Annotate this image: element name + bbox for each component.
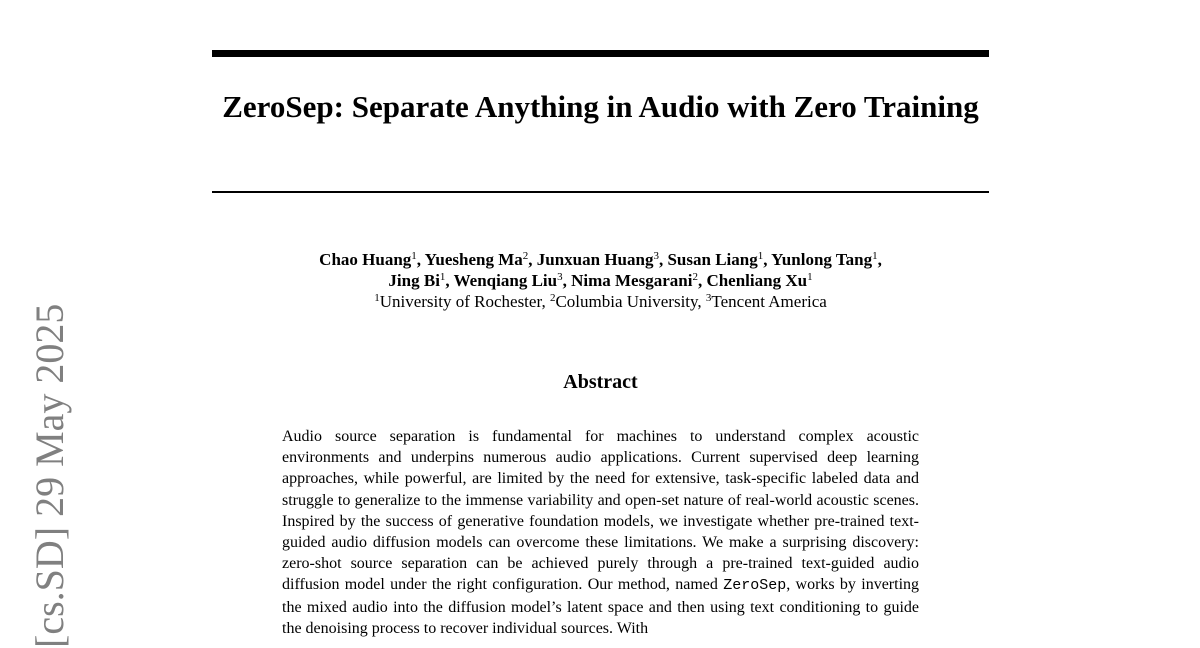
author-name: Chao Huang — [319, 250, 412, 269]
author-name: Yuesheng Ma — [424, 250, 523, 269]
affiliation-list: $^1$University of Rochester, $^2$Columbia University, $^3$Tencent America — [374, 292, 827, 311]
affiliation-name: Tencent America — [711, 292, 827, 311]
author-affil-mark: 2 — [522, 250, 529, 262]
affiliation-name: University of Rochester — [379, 292, 542, 311]
author-name: Nima Mesgarani — [571, 271, 693, 290]
paper-title: ZeroSep: Separate Anything in Audio with Zero Training — [222, 89, 979, 124]
author-affil-mark: 1 — [439, 271, 446, 283]
author-affil-mark: 1 — [411, 250, 417, 262]
author-name: Jing Bi — [388, 271, 440, 290]
arxiv-stamp: [cs.SD] 29 May 2025 — [27, 303, 72, 648]
abstract-heading: Abstract — [563, 371, 638, 393]
author-name: Chenliang Xu — [706, 271, 808, 290]
author-affil-mark: 1 — [757, 250, 764, 262]
affiliation-number: 1 — [374, 292, 380, 304]
title-bottom-rule — [212, 191, 989, 193]
abstract-text-part: Audio source separation is fundamental for machines to understand complex acoustic environments and underpins numerous audio applications. Current supervised deep learning approaches, while powerful, are limited by the need for extensive, task-specific labeled data and struggle to generalize to the immense variability and open-set nature of real-world acoustic scenes. Inspired by the success of generative foundation models, we investigate whether pre-trained text-guided audio diffusion models can overcome these limitations. We make a surprising discovery: zero-shot source separation can be achieved purely through a pre-trained text-guided audio diffusion model under the right configuration. Our method, named — [282, 428, 919, 594]
author-name: Susan Liang — [667, 250, 758, 269]
affiliation-number: 3 — [705, 292, 712, 304]
author-list: Chao Huang$^1$, Yuesheng Ma$^2$, Junxuan Huang$^3$, Susan Liang$^1$, Yunlong Tang$^1$, Jing Bi$^1$, Wenqiang Liu$^3$, Nima Mesgarani$^2$, Chenliang Xu$^1$ — [319, 250, 882, 290]
affiliation-number: 2 — [549, 292, 556, 304]
author-affil-mark: 1 — [807, 271, 813, 283]
abstract-text-part: , works by inverting the mixed audio into the diffusion model’s latent space and then using text conditioning to guide the denoising process to recover individual sources. With — [282, 576, 920, 637]
author-affil-mark: 1 — [872, 250, 878, 262]
author-name: Junxuan Huang — [536, 250, 654, 269]
author-name: Yunlong Tang — [771, 250, 873, 269]
affiliation-name: Columbia University — [555, 292, 698, 311]
method-name: ZeroSep — [723, 577, 787, 595]
title-top-rule — [212, 50, 989, 57]
author-affil-mark: 3 — [653, 250, 659, 262]
author-name: Wenqiang Liu — [453, 271, 558, 290]
abstract-text — [282, 426, 919, 639]
author-affil-mark: 2 — [692, 271, 698, 283]
author-affil-mark: 3 — [557, 271, 563, 283]
author-block — [212, 249, 989, 312]
